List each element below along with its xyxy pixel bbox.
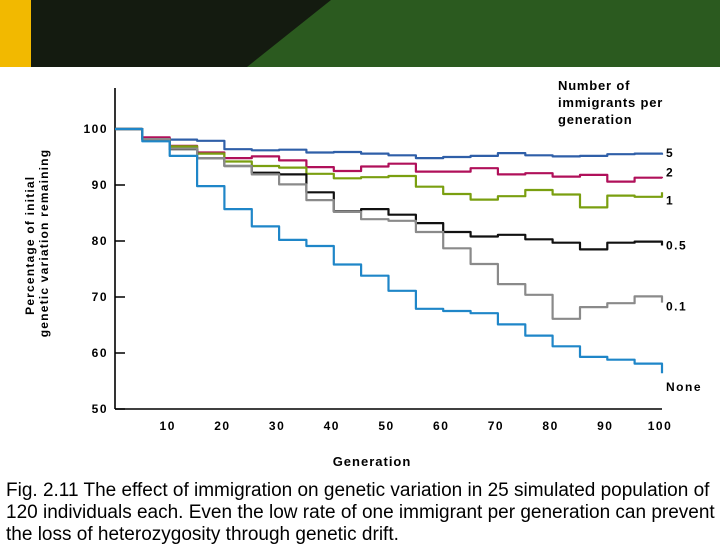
series-label: None — [666, 380, 702, 395]
series-labels — [666, 146, 702, 394]
legend-title-line1: Number of — [558, 78, 631, 93]
x-tick-label: 100 — [647, 419, 673, 433]
x-ticks — [160, 419, 673, 433]
y-axis-label-line1: Percentage of initial — [23, 175, 37, 315]
x-tick-label: 80 — [542, 419, 559, 433]
legend-title — [558, 78, 668, 127]
x-axis-label: Generation — [332, 454, 412, 469]
y-tick-label: 60 — [91, 346, 108, 360]
x-tick-label: 50 — [378, 419, 395, 433]
line-chart — [0, 67, 720, 477]
y-tick-label: 100 — [83, 122, 108, 136]
y-tick-label: 80 — [91, 234, 108, 248]
series-lines — [115, 129, 662, 373]
series-label: 0.1 — [666, 299, 688, 314]
y-axis-label-line2: genetic variation remaining — [37, 148, 51, 338]
series-label: 5 — [666, 145, 675, 160]
x-tick-label: 10 — [159, 419, 176, 433]
y-ticks — [83, 122, 125, 416]
figure-caption: Fig. 2.11 The effect of immigration on genetic variation in 25 simulated population of 120 individuals each. Even the low rate of one immigrant per generation can prevent the loss of heterozygosity through genetic drift. — [6, 480, 715, 545]
header-banner — [0, 0, 720, 67]
series-label: 0.5 — [666, 238, 688, 253]
y-tick-label: 90 — [91, 178, 108, 192]
x-tick-label: 60 — [433, 419, 450, 433]
x-tick-label: 40 — [323, 419, 340, 433]
x-tick-label: 90 — [597, 419, 614, 433]
series-label: 2 — [666, 165, 675, 180]
y-axis-label — [23, 149, 51, 337]
y-tick-label: 70 — [91, 290, 108, 304]
y-tick-label: 50 — [91, 402, 108, 416]
x-tick-label: 30 — [268, 419, 286, 433]
x-tick-label: 20 — [214, 419, 231, 433]
x-tick-label: 70 — [487, 419, 505, 433]
series-label: 1 — [666, 193, 675, 208]
header-accent-stripe — [0, 0, 31, 67]
header-dark-panel — [31, 0, 331, 67]
legend-title-line2: immigrants per — [558, 95, 664, 110]
legend-title-line3: generation — [558, 112, 633, 127]
